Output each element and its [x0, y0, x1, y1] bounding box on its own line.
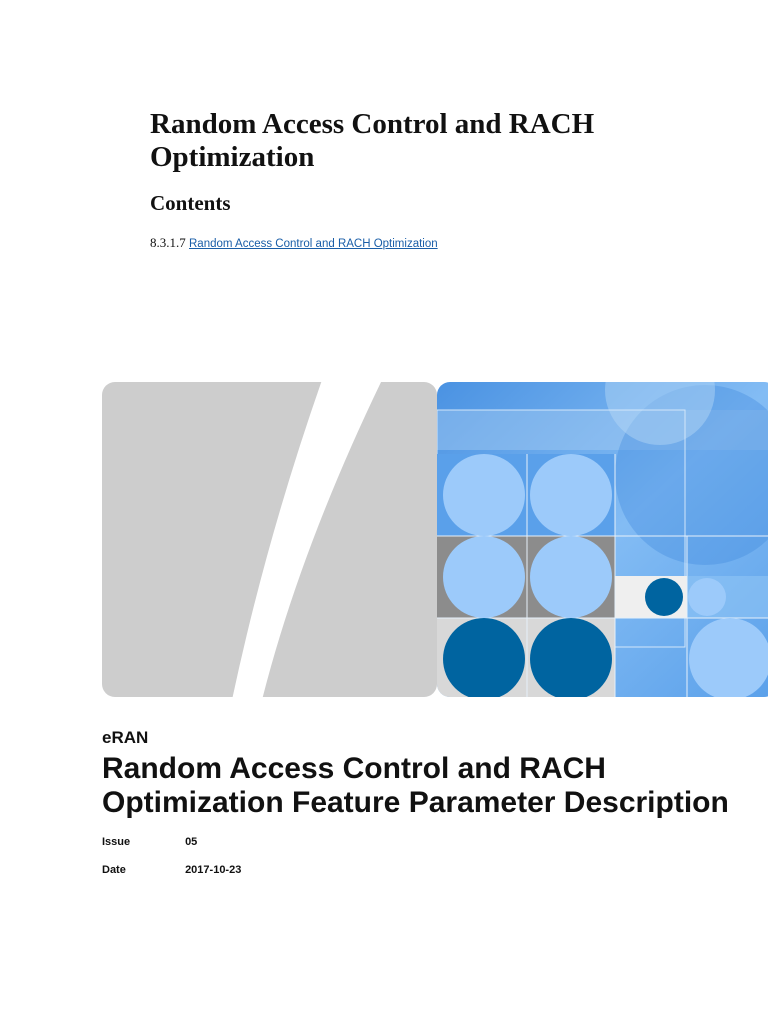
- date-label: Date: [102, 864, 126, 876]
- dark-blue-circle: [443, 618, 525, 700]
- grey-panel: [102, 380, 437, 700]
- light-blue-circle: [688, 578, 726, 616]
- dark-blue-circle: [645, 578, 683, 616]
- page-title: Random Access Control and RACH Optimization: [150, 108, 595, 173]
- issue-value: 05: [185, 836, 198, 848]
- product-name: eRAN: [102, 728, 149, 747]
- contents-heading: Contents: [150, 191, 231, 215]
- toc-entry: [150, 235, 438, 251]
- toc-number: 8.3.1.7: [150, 235, 186, 250]
- document-title: Random Access Control and RACH Optimization Feature Parameter Description: [102, 752, 729, 819]
- light-blue-circle: [530, 536, 612, 618]
- dark-blue-circle: [530, 618, 612, 700]
- light-blue-circle: [689, 618, 768, 700]
- date-row: [102, 864, 241, 876]
- light-blue-circle: [443, 454, 525, 536]
- cover-graphic: [0, 380, 768, 700]
- toc-link[interactable]: Random Access Control and RACH Optimization: [189, 238, 438, 250]
- issue-row: [102, 836, 197, 848]
- blue-photo-panel: [437, 380, 768, 700]
- date-value: 2017-10-23: [185, 864, 242, 876]
- light-blue-circle: [530, 454, 612, 536]
- issue-label: Issue: [102, 836, 131, 848]
- light-blue-circle: [443, 536, 525, 618]
